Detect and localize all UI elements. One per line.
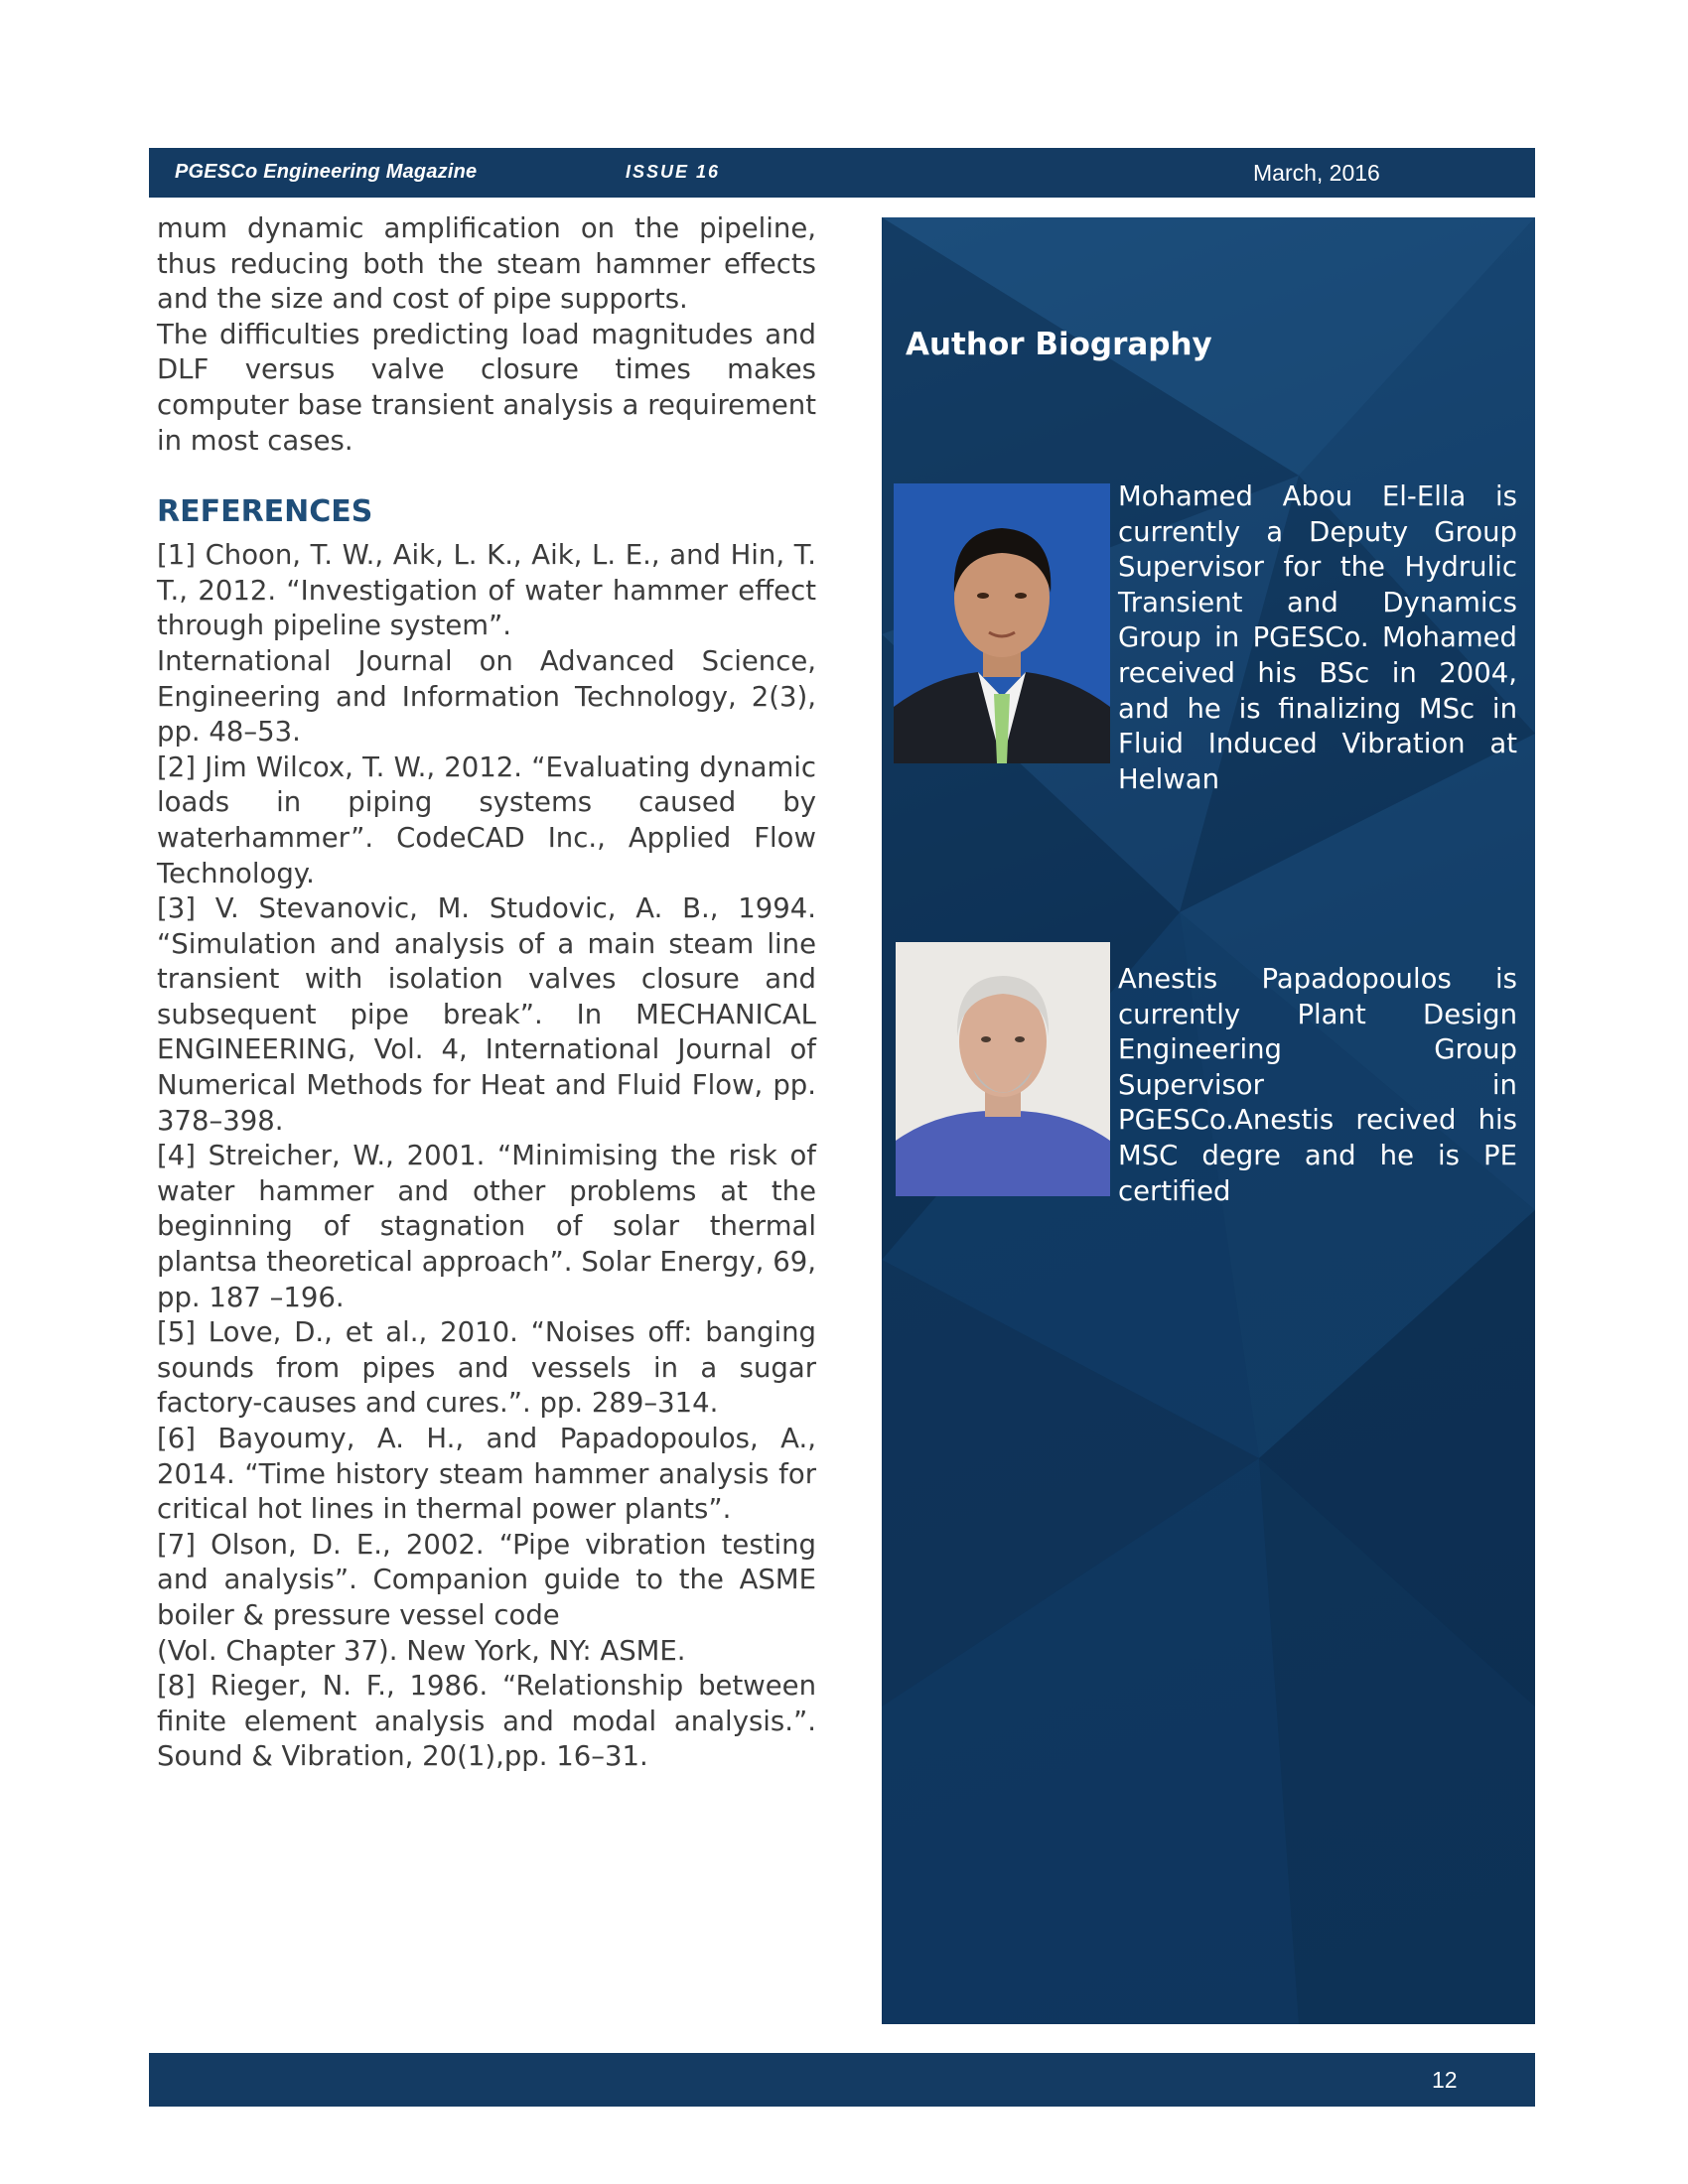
reference-item: [4] Streicher, W., 2001. “Minimising the risk of water hammer and other problems at the beginning of stagnation of solar thermal plantsa theoretical approach”. Solar Energy, 69, pp. 187 –196. bbox=[157, 1140, 816, 1313]
body-paragraph: mum dynamic amplification on the pipeline, thus reducing both the steam hammer effects and the size and cost of pipe supports. bbox=[157, 212, 816, 316]
header-bar bbox=[149, 148, 1535, 198]
author-bio-mohamed: Mohamed Abou El-Ella is currently a Deputy Group Supervisor for the Hydrulic Transient and Dynamics Group in PGESCo. Mohamed received his BSc in 2004, and he is finalizing MSc in Fluid Induced Vibration at Helwan bbox=[1118, 480, 1517, 795]
reference-item: International Journal on Advanced Science, Engineering and Information Technology, 2(3), pp. 48–53. bbox=[157, 644, 816, 749]
references-heading: REFERENCES bbox=[157, 494, 373, 530]
body-paragraph: The difficulties predicting load magnitudes and DLF versus valve closure times makes computer base transient analysis a requirement in most cases. bbox=[157, 318, 816, 457]
reference-item: (Vol. Chapter 37). New York, NY: ASME. bbox=[157, 1634, 686, 1667]
author-photo-mohamed bbox=[894, 483, 1110, 763]
issue-date: March, 2016 bbox=[1253, 160, 1380, 186]
reference-item: [1] Choon, T. W., Aik, L. K., Aik, L. E., and Hin, T. T., 2012. “Investigation of water hammer effect through pipeline system”. bbox=[157, 539, 816, 642]
footer-bar bbox=[149, 2053, 1535, 2107]
author-biography-panel bbox=[882, 217, 1535, 2024]
reference-item: [8] Rieger, N. F., 1986. “Relationship between finite element analysis and modal analysis.”. Sound & Vibration, 20(1),pp. 16–31. bbox=[157, 1670, 816, 1773]
reference-item: [2] Jim Wilcox, T. W., 2012. “Evaluating dynamic loads in piping systems caused by waterhammer”. CodeCAD Inc., Applied Flow Technology. bbox=[157, 751, 816, 889]
reference-item: [3] V. Stevanovic, M. Studovic, A. B., 1994. “Simulation and analysis of a main steam line transient with isolation valves closure and subsequent pipe break”. In MECHANICAL ENGINEERING, Vol. 4, International Journal of Numerical Methods for Heat and Fluid Flow, pp. 378–398. bbox=[157, 892, 816, 1137]
magazine-title: PGESCo Engineering Magazine bbox=[175, 161, 478, 183]
reference-item: [6] Bayoumy, A. H., and Papadopoulos, A., 2014. “Time history steam hammer analysis for critical hot lines in thermal power plants”. bbox=[157, 1423, 816, 1526]
issue-label: ISSUE 16 bbox=[626, 162, 721, 182]
article-column bbox=[157, 211, 816, 1775]
page-number: 12 bbox=[1432, 2067, 1458, 2093]
author-bio-anestis: Anestis Papadopoulos is currently Plant Design Engineering Group Supervisor in PGESCo.Anestis recived his MSC degre and he is PE certified bbox=[1118, 963, 1517, 1207]
author-biography-heading: Author Biography bbox=[906, 327, 1212, 362]
reference-item: [5] Love, D., et al., 2010. “Noises off: banging sounds from pipes and vessels in a sugar factory-causes and cures.”. pp. 289–314. bbox=[157, 1316, 816, 1420]
reference-item: [7] Olson, D. E., 2002. “Pipe vibration testing and analysis”. Companion guide to the ASME boiler & pressure vessel code bbox=[157, 1528, 816, 1631]
author-photo-anestis bbox=[896, 942, 1110, 1196]
